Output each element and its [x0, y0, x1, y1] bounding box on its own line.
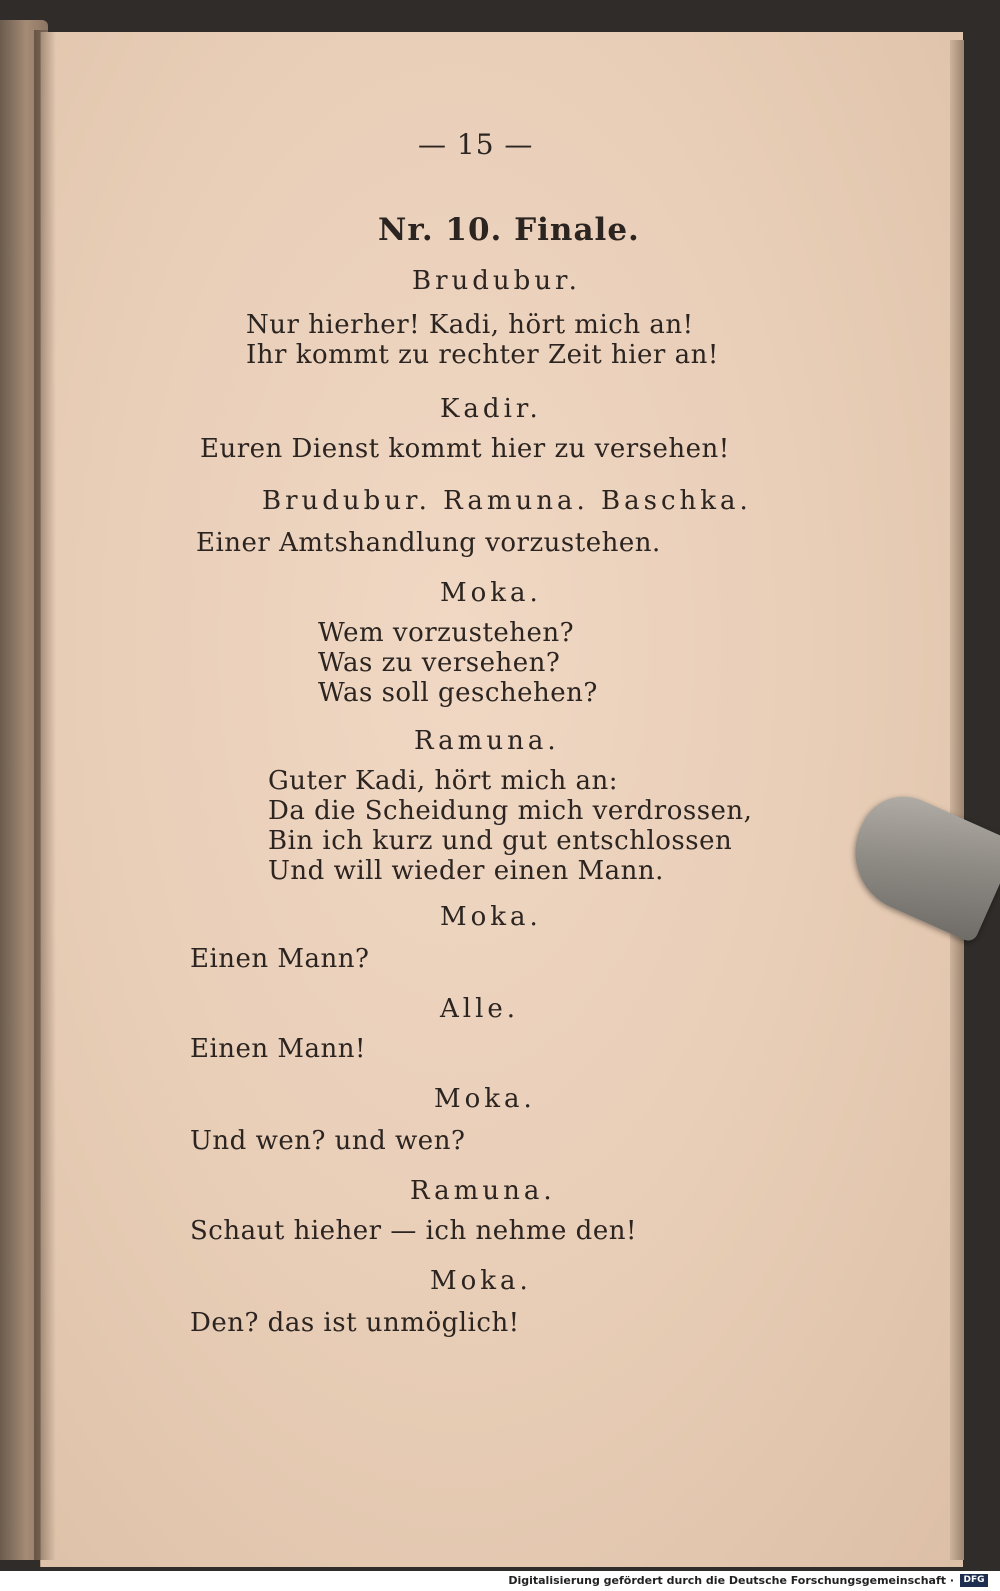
speaker-label: Kadir. [440, 394, 542, 424]
speaker-label: Ramuna. [414, 726, 560, 756]
verse-line: Bin ich kurz und gut entschlossen [268, 826, 733, 856]
speaker-label: Moka. [430, 1266, 532, 1296]
speaker-label: Moka. [440, 578, 542, 608]
verse-line: Den? das ist unmöglich! [190, 1308, 520, 1338]
speaker-label: Ramuna. [410, 1176, 556, 1206]
verse-line: Und will wieder einen Mann. [268, 856, 664, 886]
digitization-footer [0, 1571, 1000, 1591]
verse-line: Was zu versehen? [318, 648, 561, 678]
speaker-label: Brudubur. [412, 266, 581, 296]
speaker-label: Moka. [440, 902, 542, 932]
speaker-label: Brudubur. Ramuna. Baschka. [262, 486, 752, 516]
section-title: Nr. 10. Finale. [378, 212, 640, 248]
verse-line: Guter Kadi, hört mich an: [268, 766, 619, 796]
verse-line: Einen Mann? [190, 944, 370, 974]
dfg-logo: DFG [960, 1574, 988, 1587]
verse-line: Und wen? und wen? [190, 1126, 466, 1156]
page-right-edge [950, 40, 964, 1560]
verse-line: Da die Scheidung mich verdrossen, [268, 796, 753, 826]
footer-credit: Digitalisierung gefördert durch die Deutsche Forschungsgemeinschaft · [508, 1574, 954, 1587]
verse-line: Nur hierher! Kadi, hört mich an! [246, 310, 694, 340]
speaker-label: Alle. [440, 994, 520, 1024]
verse-line: Einer Amtshandlung vorzustehen. [196, 528, 661, 558]
verse-line: Einen Mann! [190, 1034, 366, 1064]
verse-line: Was soll geschehen? [318, 678, 598, 708]
verse-line: Wem vorzustehen? [318, 618, 575, 648]
speaker-label: Moka. [434, 1084, 536, 1114]
page-number: — 15 — [418, 128, 534, 161]
verse-line: Schaut hieher — ich nehme den! [190, 1216, 637, 1246]
verse-line: Ihr kommt zu rechter Zeit hier an! [246, 340, 719, 370]
spine-shadow [34, 30, 56, 1560]
verse-line: Euren Dienst kommt hier zu versehen! [200, 434, 730, 464]
